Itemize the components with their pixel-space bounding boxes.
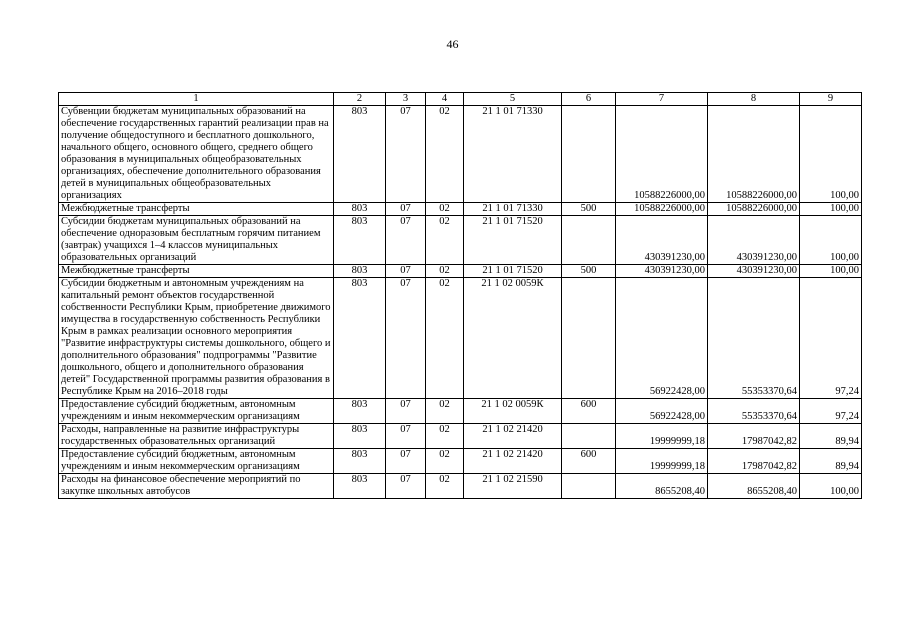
executed-amount-cell: 430391230,00 bbox=[708, 216, 800, 265]
target-article-cell: 21 1 02 21420 bbox=[464, 449, 562, 474]
table-row bbox=[59, 399, 862, 424]
ministry-code-cell: 803 bbox=[334, 203, 386, 216]
header-cell-3: 3 bbox=[386, 93, 426, 106]
expense-type-cell: 500 bbox=[562, 203, 616, 216]
approved-amount-cell: 430391230,00 bbox=[616, 216, 708, 265]
page-number: 46 bbox=[446, 37, 459, 51]
header-row bbox=[59, 93, 862, 106]
subsection-cell: 02 bbox=[426, 424, 464, 449]
table-row bbox=[59, 106, 862, 203]
header-cell-6: 6 bbox=[562, 93, 616, 106]
approved-amount-cell: 56922428,00 bbox=[616, 399, 708, 424]
expense-type-cell: 600 bbox=[562, 399, 616, 424]
header-cell-9: 9 bbox=[800, 93, 862, 106]
description-cell: Межбюджетные трансферты bbox=[59, 265, 334, 278]
section-cell: 07 bbox=[386, 424, 426, 449]
approved-amount-cell: 10588226000,00 bbox=[616, 203, 708, 216]
subsection-cell: 02 bbox=[426, 399, 464, 424]
header-cell-2: 2 bbox=[334, 93, 386, 106]
ministry-code-cell: 803 bbox=[334, 216, 386, 265]
table-row bbox=[59, 203, 862, 216]
target-article-cell: 21 1 02 21420 bbox=[464, 424, 562, 449]
section-cell: 07 bbox=[386, 278, 426, 399]
subsection-cell: 02 bbox=[426, 265, 464, 278]
ministry-code-cell: 803 bbox=[334, 278, 386, 399]
section-cell: 07 bbox=[386, 265, 426, 278]
executed-amount-cell: 8655208,40 bbox=[708, 474, 800, 499]
description-cell: Межбюджетные трансферты bbox=[59, 203, 334, 216]
target-article-cell: 21 1 01 71330 bbox=[464, 203, 562, 216]
target-article-cell: 21 1 02 21590 bbox=[464, 474, 562, 499]
target-article-cell: 21 1 02 0059К bbox=[464, 399, 562, 424]
section-cell: 07 bbox=[386, 203, 426, 216]
percent-cell: 97,24 bbox=[800, 399, 862, 424]
expense-type-cell: 500 bbox=[562, 265, 616, 278]
budget-table bbox=[58, 92, 862, 499]
target-article-cell: 21 1 01 71520 bbox=[464, 265, 562, 278]
table-row bbox=[59, 216, 862, 265]
approved-amount-cell: 8655208,40 bbox=[616, 474, 708, 499]
executed-amount-cell: 55353370,64 bbox=[708, 399, 800, 424]
subsection-cell: 02 bbox=[426, 278, 464, 399]
subsection-cell: 02 bbox=[426, 449, 464, 474]
section-cell: 07 bbox=[386, 474, 426, 499]
description-cell: Расходы на финансовое обеспечение мероприятий по закупке школьных автобусов bbox=[59, 474, 334, 499]
percent-cell: 97,24 bbox=[800, 278, 862, 399]
approved-amount-cell: 56922428,00 bbox=[616, 278, 708, 399]
header-cell-7: 7 bbox=[616, 93, 708, 106]
executed-amount-cell: 10588226000,00 bbox=[708, 106, 800, 203]
section-cell: 07 bbox=[386, 399, 426, 424]
approved-amount-cell: 10588226000,00 bbox=[616, 106, 708, 203]
percent-cell: 100,00 bbox=[800, 203, 862, 216]
subsection-cell: 02 bbox=[426, 474, 464, 499]
approved-amount-cell: 19999999,18 bbox=[616, 424, 708, 449]
percent-cell: 100,00 bbox=[800, 106, 862, 203]
header-cell-4: 4 bbox=[426, 93, 464, 106]
table-row bbox=[59, 424, 862, 449]
ministry-code-cell: 803 bbox=[334, 399, 386, 424]
subsection-cell: 02 bbox=[426, 106, 464, 203]
table-row bbox=[59, 265, 862, 278]
description-cell: Субсидии бюджетам муниципальных образований на обеспечение одноразовым бесплатным горячим питанием (завтрак) учащихся 1–4 классов муниципальных образовательных организаций bbox=[59, 216, 334, 265]
percent-cell: 89,94 bbox=[800, 424, 862, 449]
table-row bbox=[59, 474, 862, 499]
description-cell: Предоставление субсидий бюджетным, автономным учреждениям и иным некоммерческим организациям bbox=[59, 399, 334, 424]
target-article-cell: 21 1 02 0059К bbox=[464, 278, 562, 399]
subsection-cell: 02 bbox=[426, 203, 464, 216]
percent-cell: 100,00 bbox=[800, 216, 862, 265]
executed-amount-cell: 55353370,64 bbox=[708, 278, 800, 399]
approved-amount-cell: 430391230,00 bbox=[616, 265, 708, 278]
header-cell-1: 1 bbox=[59, 93, 334, 106]
ministry-code-cell: 803 bbox=[334, 474, 386, 499]
description-cell: Субсидии бюджетным и автономным учреждениям на капитальный ремонт объектов государственной собственности Республики Крым, приобретение движимого имущества в государственную собственность Республики Крым в рамках реализации основного мероприятия "Развитие инфраструктуры системы дошкольного, общего и дополнительного образования" подпрограммы "Развитие дошкольного, общего и дополнительного образования детей" Государственной программы развития образования в Республике Крым на 2016–2018 годы bbox=[59, 278, 334, 399]
expense-type-cell bbox=[562, 216, 616, 265]
description-cell: Расходы, направленные на развитие инфраструктуры государственных образовательных организаций bbox=[59, 424, 334, 449]
table-row bbox=[59, 449, 862, 474]
executed-amount-cell: 10588226000,00 bbox=[708, 203, 800, 216]
expense-type-cell bbox=[562, 424, 616, 449]
executed-amount-cell: 17987042,82 bbox=[708, 424, 800, 449]
description-cell: Предоставление субсидий бюджетным, автономным учреждениям и иным некоммерческим организациям bbox=[59, 449, 334, 474]
expense-type-cell bbox=[562, 278, 616, 399]
section-cell: 07 bbox=[386, 106, 426, 203]
section-cell: 07 bbox=[386, 449, 426, 474]
target-article-cell: 21 1 01 71330 bbox=[464, 106, 562, 203]
expense-type-cell bbox=[562, 474, 616, 499]
header-cell-8: 8 bbox=[708, 93, 800, 106]
target-article-cell: 21 1 01 71520 bbox=[464, 216, 562, 265]
description-cell: Субвенции бюджетам муниципальных образований на обеспечение государственных гарантий реализации прав на получение общедоступного и бесплатного дошкольного, начального общего, основного общего, среднего общего образования в муниципальных общеобразовательных организациях, обеспечение дополнительного образования детей в муниципальных общеобразовательных организациях bbox=[59, 106, 334, 203]
percent-cell: 100,00 bbox=[800, 265, 862, 278]
executed-amount-cell: 17987042,82 bbox=[708, 449, 800, 474]
percent-cell: 89,94 bbox=[800, 449, 862, 474]
ministry-code-cell: 803 bbox=[334, 424, 386, 449]
subsection-cell: 02 bbox=[426, 216, 464, 265]
ministry-code-cell: 803 bbox=[334, 106, 386, 203]
percent-cell: 100,00 bbox=[800, 474, 862, 499]
header-cell-5: 5 bbox=[464, 93, 562, 106]
table-row bbox=[59, 278, 862, 399]
ministry-code-cell: 803 bbox=[334, 449, 386, 474]
approved-amount-cell: 19999999,18 bbox=[616, 449, 708, 474]
expense-type-cell: 600 bbox=[562, 449, 616, 474]
executed-amount-cell: 430391230,00 bbox=[708, 265, 800, 278]
ministry-code-cell: 803 bbox=[334, 265, 386, 278]
section-cell: 07 bbox=[386, 216, 426, 265]
expense-type-cell bbox=[562, 106, 616, 203]
